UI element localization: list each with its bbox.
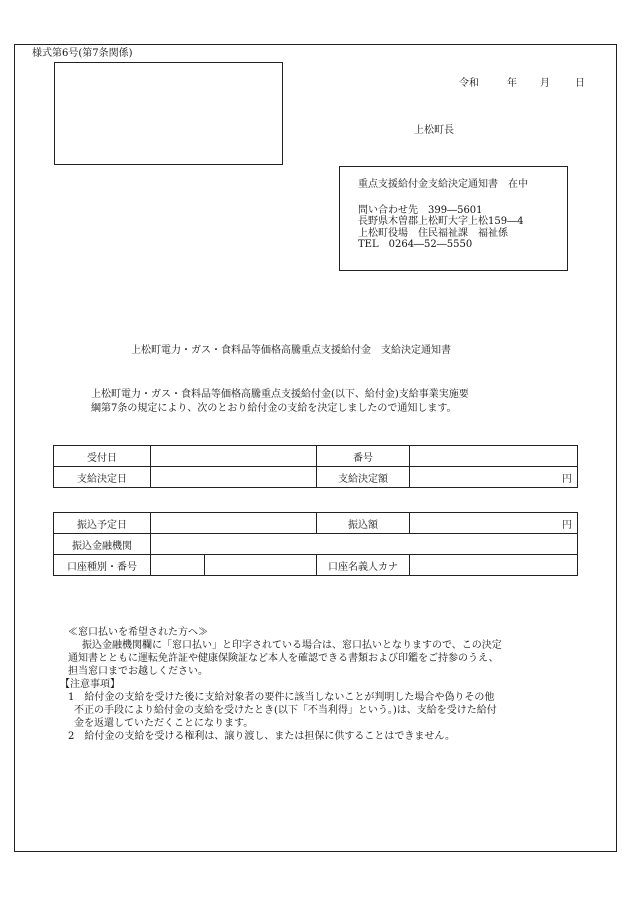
number-value	[410, 446, 578, 467]
table-row	[54, 513, 578, 534]
document-title: 上松町電力・ガス・食料品等価格高騰重点支援給付金 支給決定通知書	[131, 345, 451, 356]
table-row	[54, 467, 578, 488]
decision-date-value	[151, 467, 317, 488]
transfer-amount-value: 円	[410, 513, 578, 534]
transfer-table	[53, 512, 578, 576]
doc-name: 重点支援給付金支給決定通知書 在中	[358, 179, 528, 190]
account-type-label: 口座種別・番号	[54, 555, 151, 576]
caution-1-line-3: 金を返還していただくことになります。	[74, 718, 254, 729]
number-label: 番号	[317, 446, 410, 467]
bank-label: 振込金融機関	[54, 534, 151, 555]
bank-value	[151, 534, 578, 555]
date-era: 令和	[459, 78, 479, 89]
table-row	[54, 534, 578, 555]
decision-amount-label: 支給決定額	[317, 467, 410, 488]
holder-kana-label: 口座名義人カナ	[317, 555, 410, 576]
table-row	[54, 555, 578, 576]
transfer-date-value	[151, 513, 317, 534]
caution-2: 2 給付金の支給を受ける権利は、譲り渡し、または担保に供することはできません。	[68, 731, 455, 742]
transfer-date-label: 振込予定日	[54, 513, 151, 534]
date-day: 日	[575, 78, 585, 89]
caution-1-line-1: 1 給付金の支給を受けた後に支給対象者の要件に該当しないことが判明した場合や偽りその他	[68, 692, 495, 703]
decision-amount-value: 円	[410, 467, 578, 488]
date-month: 月	[540, 78, 550, 89]
decision-table	[53, 445, 578, 488]
contact-address: 長野県木曽郡上松町大字上松159―4	[358, 216, 524, 227]
window-note-heading: ≪窓口払いを希望された方へ≫	[68, 627, 208, 638]
date-year: 年	[507, 78, 517, 89]
received-date-label: 受付日	[54, 446, 151, 467]
holder-kana-value	[410, 555, 578, 576]
notes-section	[60, 626, 590, 743]
sender: 上松町長	[414, 125, 454, 136]
info-box	[339, 166, 568, 271]
caution-1-line-2: 不正の手段により給付金の支給を受けたとき(以下「不当利得」という。)は、支給を受けた給付	[74, 705, 497, 716]
intro-line-1: 上松町電力・ガス・食料品等価格高騰重点支援給付金(以下、給付金)支給事業実施要	[91, 389, 469, 400]
account-type-value	[151, 555, 205, 576]
window-note-line-1: 振込金融機関欄に「窓口払い」と印字されている場合は、窓口払いとなりますので、この決定	[82, 640, 502, 651]
received-date-value	[151, 446, 317, 467]
contact-office: 上松町役場 住民福祉課 福祉係	[358, 227, 508, 239]
window-note-line-3: 担当窓口までお越しください。	[68, 666, 208, 677]
intro-line-2: 綱第7条の規定により、次のとおり給付金の支給を決定しましたので通知します。	[91, 403, 457, 414]
contact-tel: TEL 0264―52―5550	[358, 239, 473, 250]
table-row	[54, 446, 578, 467]
decision-date-label: 支給決定日	[54, 467, 151, 488]
form-label: 様式第6号(第7条関係)	[32, 48, 133, 59]
contact-postal: 問い合わせ先 399―5601	[358, 204, 483, 216]
address-window	[54, 62, 283, 165]
account-number-value	[205, 555, 317, 576]
transfer-amount-label: 振込額	[317, 513, 410, 534]
cautions-heading: 【注意事項】	[60, 679, 120, 690]
window-note-line-2: 通知書とともに運転免許証や健康保険証など本人を確認できる書類および印鑑をご持参のうえ、	[68, 653, 499, 664]
